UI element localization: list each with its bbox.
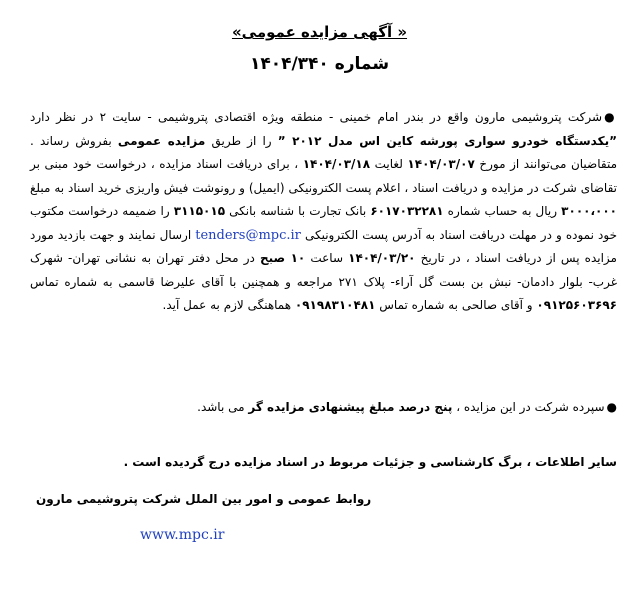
text-segment: هماهنگی لازم به عمل آید. [162,298,295,312]
text-segment: را از طریق [205,133,278,148]
other-info-note: سایر اطلاعات ، برگ کارشناسی و جزئیات مربوط در اسناد مزایده درج گردیده است . [123,455,617,469]
bullet-icon: ● [604,110,617,124]
deposit-paragraph [30,396,617,420]
text-segment: می باشد. [197,400,249,414]
deposit-amount: پنج درصد مبلغ پیشنهادی مزایده گر [248,400,453,414]
text-segment: بفروش رساند . متقاضیان می‌توانند از مورخ [30,133,617,171]
document-fee: ۳۰۰۰،۰۰۰ [561,204,617,218]
text-segment: لغایت [370,157,408,171]
text-segment: و آقای صالحی به شماره تماس [375,298,537,312]
signature-text: روابط عمومی و امور بین الملل شرکت پتروشیمی مارون [36,492,372,506]
end-date: ۱۴۰۴/۰۳/۱۸ [302,157,371,171]
contact-phone-2: ۰۹۱۹۸۳۱۰۴۸۱ [294,298,376,312]
text-segment: ریال به حساب شماره [443,204,562,218]
text-segment: در محل دفتر تهران به نشانی تهران- شهرک غرب- بلوار دادمان- نبش بن بست گل آراء- پلاک ۲۷۱ مراجعه و همچنین با آقای علیرضا قاسمی به شماره تماس [30,251,617,289]
visit-date: ۱۴۰۴/۰۳/۲۰ [348,251,416,265]
start-date: ۱۴۰۴/۰۳/۰۷ [407,157,475,171]
text-segment: بانک تجارت با شناسه بانکی [225,204,371,218]
text-segment: ارسال نمایند و جهت بازدید مورد مزایده پس از دریافت اسناد ، در تاریخ [30,227,617,265]
bank-id: ۳۱۱۵۰۱۵ [173,204,226,218]
text-segment: ساعت [305,251,349,265]
visit-time: ۱۰ صبح [259,251,306,265]
text-segment: سپرده شرکت در این مزایده ، [452,400,605,414]
email-link[interactable]: tenders@mpc.ir [195,227,301,243]
announcement-title: « آگهی مزایده عمومی» [231,23,408,41]
auction-details-paragraph [30,106,617,318]
text-segment: ، برای دریافت اسناد مزایده ، درخواست خود مبنی بر تقاضای شرکت در مزایده و دریافت اسناد ، اعلام پست الکترونیکی (ایمیل) و رونوشت فیش واریزی خرید اسناد به مبلغ [30,157,617,195]
website-link[interactable]: www.mpc.ir [140,527,225,543]
bullet-icon: ● [606,400,617,414]
vehicle-description: ˮیکدستگاه خودرو سواری پورشه کاین اس مدل ۲۰۱۲ ˮ [277,133,617,148]
contact-phone-1: ۰۹۱۲۵۶۰۳۶۹۶ [536,298,617,312]
text-segment: شرکت پتروشیمی مارون واقع در بندر امام خمینی - منطقه ویژه اقتصادی پتروشیمی - سایت ۲ در نظر دارد [30,110,603,124]
auction-type: مزایده عمومی [117,133,206,148]
account-number: ۶۰۱۷۰۳۲۲۸۱ [370,204,444,218]
announcement-number: شماره ۱۴۰۴/۳۴۰ [249,54,390,74]
text-segment: را ضمیمه درخواست مکتوب خود نموده و در مهلت دریافت اسناد به آدرس پست الکترونیکی [30,204,617,242]
